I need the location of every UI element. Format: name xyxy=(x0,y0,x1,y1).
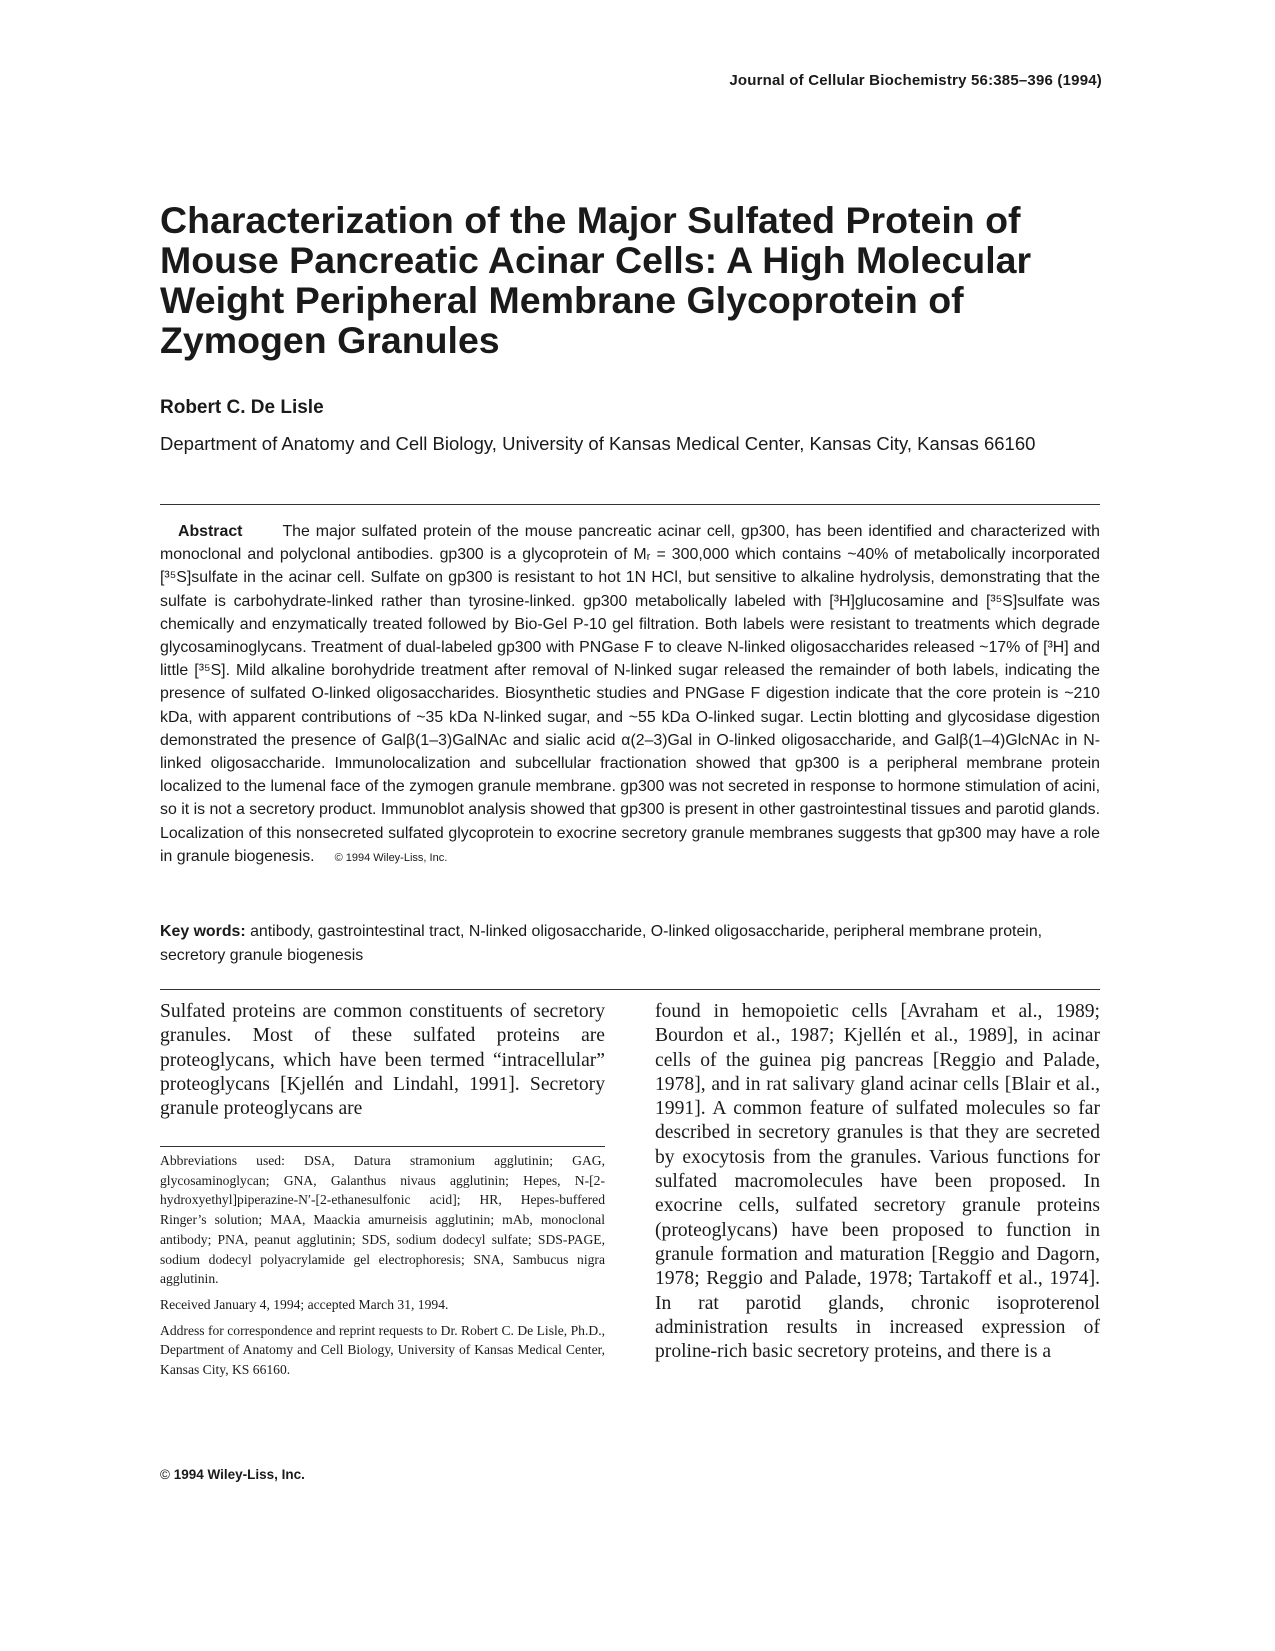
footnote-divider xyxy=(160,1146,605,1147)
keywords-text: antibody, gastrointestinal tract, N-linked oligosaccharide, O-linked oligosaccharide, peripheral membrane protein, secretory granule biogenesis xyxy=(160,923,1043,964)
footnote-received: Received January 4, 1994; accepted March 31, 1994. xyxy=(160,1296,449,1312)
copyright-text: 1994 Wiley-Liss, Inc. xyxy=(173,1467,305,1482)
footnote-address: Address for correspondence and reprint requests to Dr. Robert C. De Lisle, Ph.D., Department of Anatomy and Cell Biology, University of Kansas Medical Center, Kansas City, KS 66160. xyxy=(160,1322,605,1378)
abstract xyxy=(160,520,1100,870)
divider-top xyxy=(160,504,1100,505)
abstract-label: Abstract xyxy=(178,523,243,540)
footnotes xyxy=(160,1151,605,1386)
page-copyright xyxy=(160,1467,305,1482)
divider-bottom xyxy=(160,989,1100,990)
body-column-right: found in hemopoietic cells [Avraham et al., 1989; Bourdon et al., 1987; Kjellén et al., 1989], in acinar cells of the guinea pig pancreas [Reggio and Palade, 1978], and in rat salivary gland acinar cells [Blair et al., 1991]. A common feature of sulfated molecules so far described in secretory granules is that they are secreted by exocytosis from the granules. Various functions for sulfated macromolecules have been proposed. In exocrine cells, sulfated secretory granule proteins (proteoglycans) have been proposed to function in granule formation and maturation [Reggio and Dagorn, 1978; Reggio and Palade, 1978; Tartakoff et al., 1974]. In rat parotid glands, chronic isoproterenol administration results in increased expression of proline-rich basic secretory proteins, and there is a xyxy=(655,1001,1100,1363)
abstract-copyright: © 1994 Wiley-Liss, Inc. xyxy=(334,851,448,864)
article-title: Characterization of the Major Sulfated Protein of Mouse Pancreatic Acinar Cells: A High Molecular Weight Peripheral Membrane Glycoprotein of Zymogen Granules xyxy=(160,199,1032,361)
abstract-text: The major sulfated protein of the mouse pancreatic acinar cell, gp300, has been identified and characterized with monoclonal and polyclonal antibodies. gp300 is a glycoprotein of Mᵣ = 300,000 which contains ~40% of metabolically incorporated [³⁵S]sulfate in the acinar cell. Sulfate on gp300 is resistant to hot 1N HCl, but sensitive to alkaline hydrolysis, demonstrating that the sulfate is carbohydrate-linked rather than tyrosine-linked. gp300 metabolically labeled with [³H]glucosamine and [³⁵S]sulfate was chemically and enzymatically treated followed by Bio-Gel P-10 gel filtration. Both labels were resistant to treatments which degrade glycosaminoglycans. Treatment of dual-labeled gp300 with PNGase F to cleave N-linked oligosaccharides released ~17% of [³H] and little [³⁵S]. Mild alkaline borohydride treatment after removal of N-linked sugar released the remainder of both labels, indicating the presence of sulfated O-linked oligosaccharides. Biosynthetic studies and PNGase F digestion indicate that the core protein is ~210 kDa, with apparent contributions of ~35 kDa N-linked sugar, and ~55 kDa O-linked sugar. Lectin blotting and glycosidase digestion demonstrated the presence of Galβ(1–3)GalNAc and sialic acid α(2–3)Gal in O-linked oligosaccharide, and Galβ(1–4)GlcNAc in N-linked oligosaccharide. Immunolocalization and subcellular fractionation showed that gp300 is a peripheral membrane protein localized to the lumenal face of the zymogen granule membrane. gp300 was not secreted in response to hormone stimulation of acini, so it is not a secretory product. Immunoblot analysis showed that gp300 is present in other gastrointestinal tissues and parotid glands. Localization of this nonsecreted sulfated glycoprotein to exocrine secretory granule membranes suggests that gp300 may have a role in granule biogenesis. xyxy=(160,523,1100,865)
author-affiliation: Department of Anatomy and Cell Biology, University of Kansas Medical Center, Kansas City, Kansas 66160 xyxy=(160,433,1036,454)
author-name: Robert C. De Lisle xyxy=(160,397,324,418)
keywords xyxy=(160,920,1100,967)
body-column-left: Sulfated proteins are common constituents of secretory granules. Most of these sulfated proteins are proteoglycans, which have been termed “intracellular” proteoglycans [Kjellén and Lindahl, 1991]. Secretory granule proteoglycans are xyxy=(160,1001,605,1120)
journal-citation: Journal of Cellular Biochemistry 56:385–396 (1994) xyxy=(729,72,1102,89)
footnote-abbreviations: Abbreviations used: DSA, Datura stramonium agglutinin; GAG, glycosaminoglycan; GNA, Galanthus nivaus agglutinin; Hepes, N-[2-hydroxyethyl]piperazine-N′-[2-ethanesulfonic acid]; HR, Hepes-buffered Ringer’s solution; MAA, Maackia amurneisis agglutinin; mAb, monoclonal antibody; PNA, peanut agglutinin; SDS, sodium dodecyl sulfate; SDS-PAGE, sodium dodecyl polyacrylamide gel electrophoresis; SNA, Sambucus nigra agglutinin. xyxy=(160,1153,605,1287)
keywords-label: Key words: xyxy=(160,923,246,940)
copyright-symbol: © xyxy=(160,1467,170,1482)
